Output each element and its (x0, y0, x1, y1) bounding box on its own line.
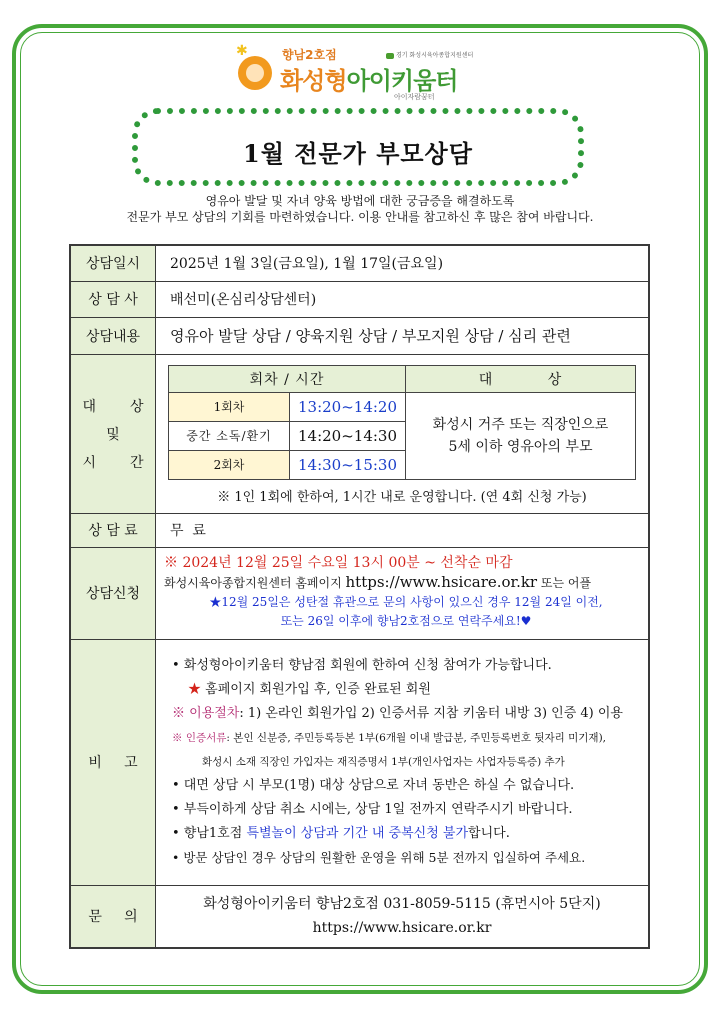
value-remarks (156, 639, 650, 885)
logo-org (386, 50, 473, 59)
row-content (70, 317, 649, 354)
star-bullet-icon: ★ (188, 682, 202, 697)
remark-8 (172, 822, 648, 846)
page-title: 1월 전문가 부모상담 (243, 139, 473, 168)
remark-1: • 화성형아이키움터 향남점 회원에 한하여 신청 참여가 가능합니다. (172, 658, 552, 673)
session-2-name: 2회차 (169, 451, 290, 479)
session-break-time: 14:20~14:30 (297, 426, 398, 445)
label-target-char-2: 상 (130, 398, 144, 415)
value-contact (156, 885, 650, 948)
session-row-2 (169, 450, 406, 479)
remark-5: 화성시 소재 직장인 가입자는 재직증명서 1부(개인사업자는 사업자등록증) 추가 (202, 756, 565, 768)
row-fee (70, 513, 649, 547)
value-date: 2025년 1월 3일(금요일), 1월 17일(금요일) (156, 245, 650, 281)
info-table (69, 244, 650, 949)
remark-9: • 방문 상담인 경우 상담의 원활한 운영을 위해 5분 전까지 입실하여 주세요. (172, 850, 586, 865)
remark-6: • 대면 상담 시 부모(1명) 대상 상담으로 자녀 동반은 하실 수 없습니다. (172, 778, 575, 793)
session-break-name: 중간 소독/환기 (169, 422, 290, 450)
remark-8-post: 합니다. (468, 826, 510, 841)
remark-4-label: ※ 인증서류 (172, 732, 227, 744)
target-line-2: 5세 이하 영유아의 부모 (448, 438, 593, 455)
apply-line-1: ※ 2024년 12월 25일 수요일 13시 00분 ~ 선착순 마감 (164, 554, 513, 571)
apply-line-2-pre: 화성시육아종합지원센터 홈페이지 (164, 575, 346, 590)
apply-url-link[interactable]: https://www.hsicare.or.kr (345, 572, 538, 591)
smile-face-icon (238, 56, 272, 90)
value-target (156, 354, 650, 513)
remark-3-label: ※ 이용절차 (172, 706, 240, 721)
remark-2-text: 홈페이지 회원가입 후, 인증 완료된 회원 (205, 682, 431, 697)
label-remarks: 비 고 (70, 639, 156, 885)
value-fee: 무 료 (156, 513, 650, 547)
label-content: 상담내용 (70, 317, 156, 354)
apply-line-4: 또는 26일 이후에 향남2호점으로 연락주세요!♥ (280, 613, 532, 628)
label-apply: 상담신청 (70, 547, 156, 639)
logo (236, 44, 486, 102)
logo-branch: 향남2호점 (282, 48, 337, 62)
intro-line-1: 영유아 발달 및 자녀 양육 방법에 대한 궁금증을 해결하도록 (205, 194, 515, 208)
intro-line-2: 전문가 부모 상담의 기회를 마련하였습니다. 이용 안내를 참고하신 후 많은 참여 바랍니다. (126, 210, 594, 224)
intro-text (60, 193, 660, 225)
logo-org-text: 경기 화성시육아종합지원센터 (396, 52, 474, 59)
row-contact (70, 885, 649, 948)
label-target-char-5: 간 (130, 454, 144, 471)
label-target-char-3: 및 (106, 426, 120, 443)
remark-4-text: : 본인 신분증, 주민등록등본 1부(6개월 이내 발급분, 주민등록번호 뒷자리 미기재), (226, 732, 606, 744)
schedule-table (168, 365, 636, 480)
row-counselor (70, 281, 649, 317)
apply-line-2-post: 또는 어플 (537, 575, 592, 590)
schedule-header-session: 회차 / 시간 (169, 365, 406, 392)
row-target (70, 354, 649, 513)
label-counselor: 상 담 사 (70, 281, 156, 317)
row-apply (70, 547, 649, 639)
session-2-time: 14:30~15:30 (297, 455, 398, 474)
remark-3 (172, 702, 648, 726)
target-line-1: 화성시 거주 또는 직장인으로 (432, 416, 609, 433)
value-apply (156, 547, 650, 639)
apply-line-2 (164, 573, 648, 593)
session-1-name: 1회차 (169, 393, 290, 421)
remark-7: • 부득이하게 상담 취소 시에는, 상담 1일 전까지 연락주시기 바랍니다. (172, 802, 573, 817)
session-row-break (169, 421, 406, 450)
row-remarks (70, 639, 649, 885)
logo-name-part2: 아이키움터 (346, 67, 458, 95)
label-date: 상담일시 (70, 245, 156, 281)
logo-name-part1: 화성형 (280, 67, 347, 95)
session-1-time: 13:20~14:20 (297, 397, 398, 416)
label-target (70, 354, 156, 513)
session-row-1 (169, 392, 406, 421)
value-counselor: 배선미(온심리상담센터) (156, 281, 650, 317)
remark-4 (172, 726, 648, 750)
logo-name (280, 61, 457, 96)
target-desc (406, 392, 636, 479)
schedule-header-target: 대 상 (406, 365, 636, 392)
label-target-char-4: 시 (82, 454, 96, 471)
contact-line-1: 화성형아이키움터 향남2호점 031-8059-5115 (휴먼시아 5단지) (203, 896, 601, 913)
remark-8-emphasis: 특별놀이 상담과 기간 내 중복신청 불가 (246, 826, 469, 841)
label-target-char-1: 대 (82, 398, 96, 415)
apply-line-3: ★12월 25일은 성탄절 휴관으로 문의 사항이 있으신 경우 12월 24일 이전, (209, 594, 603, 609)
org-mark-icon (386, 53, 394, 59)
label-fee: 상 담 료 (70, 513, 156, 547)
logo-sub: 아이자람꿈터 (394, 93, 435, 101)
target-note: ※ 1인 1회에 한하여, 1시간 내로 운영합니다. (연 4회 신청 가능) (217, 489, 587, 505)
remark-2 (172, 678, 648, 702)
remark-3-text: : 1) 온라인 회원가입 2) 인증서류 지참 키움터 내방 3) 인증 4) 이용 (239, 706, 623, 721)
label-contact: 문 의 (70, 885, 156, 948)
contact-url-link[interactable]: https://www.hsicare.or.kr (312, 920, 492, 937)
row-date (70, 245, 649, 281)
star-icon: ✱ (236, 43, 248, 59)
value-content: 영유아 발달 상담 / 양육지원 상담 / 부모지원 상담 / 심리 관련 (156, 317, 650, 354)
remark-8-pre: • 향남1호점 (172, 826, 247, 841)
